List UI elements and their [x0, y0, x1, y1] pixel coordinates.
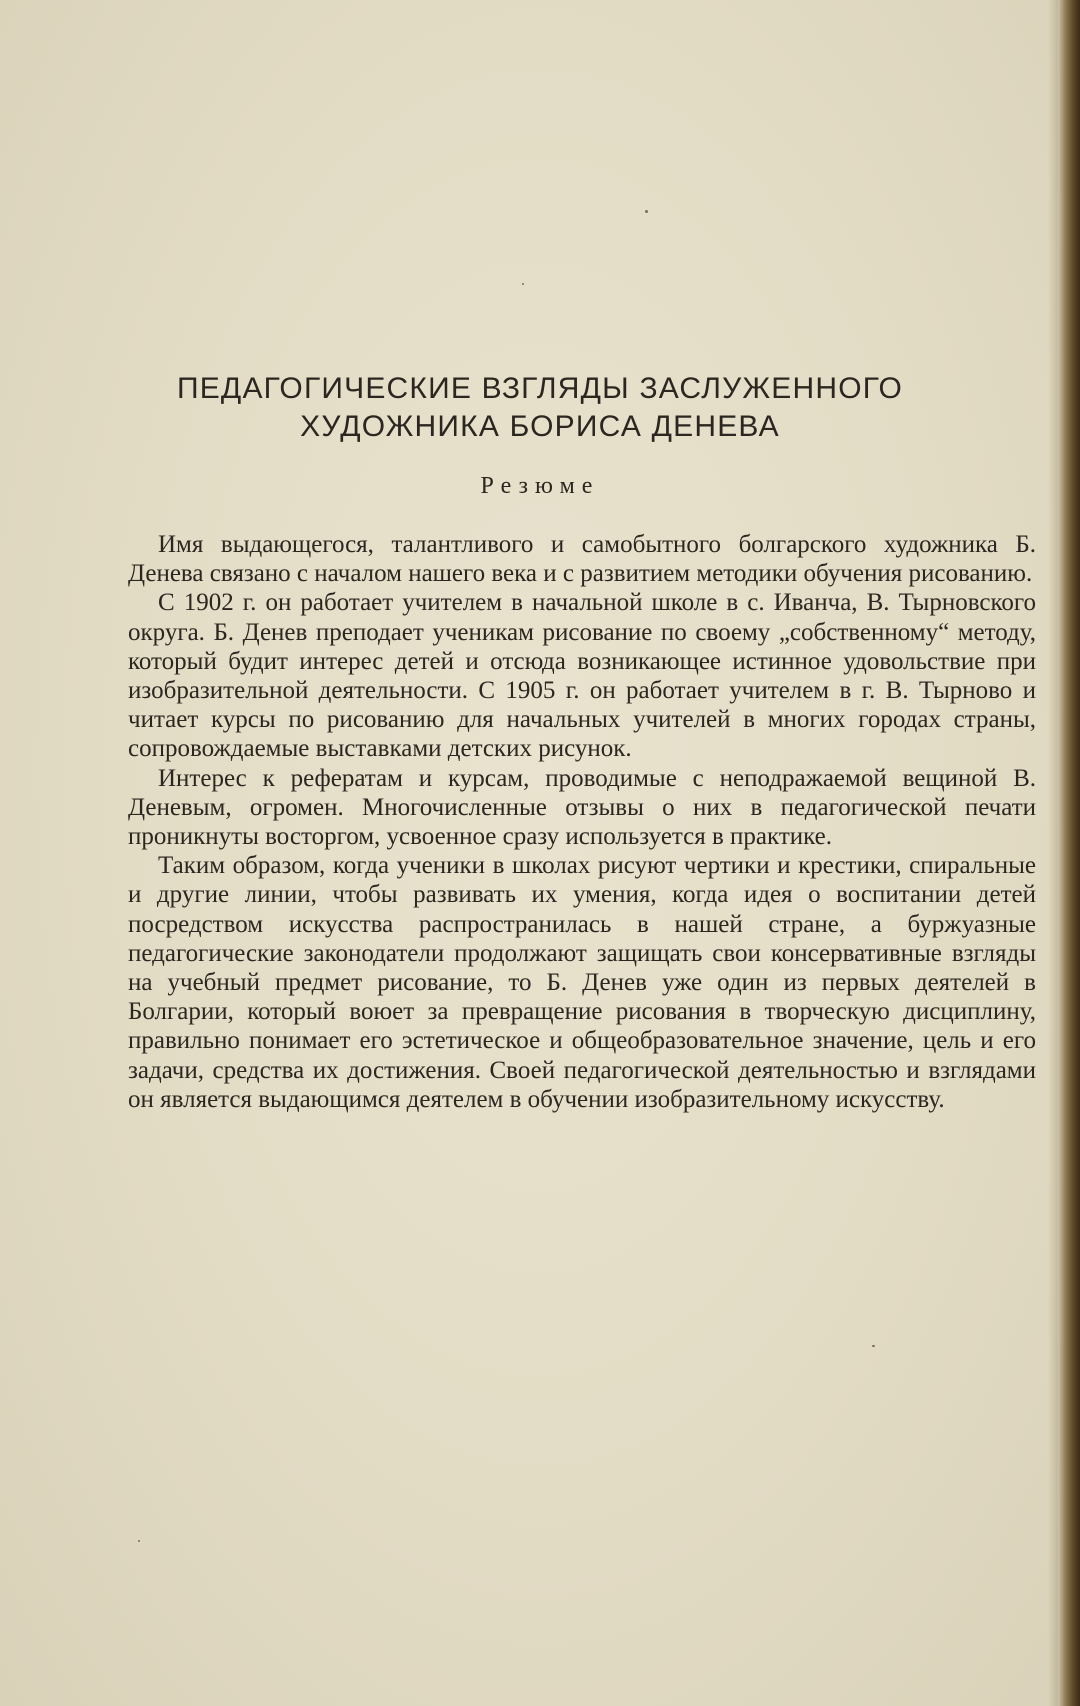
paragraph-3: Интерес к рефератам и курсам, проводимые с неподражаемой вещиной В. Деневым, огромен. Многочисленные отзывы о них в педагогической печати проникнуты восторгом, усвоенное сразу используется в практике. [128, 764, 1036, 851]
book-spine-edge [1058, 0, 1080, 1706]
paper-speck [645, 210, 648, 213]
title-line-1: ПЕДАГОГИЧЕСКИЕ ВЗГЛЯДЫ ЗАСЛУЖЕННОГО [176, 372, 904, 405]
document-title [120, 370, 960, 446]
title-line-2: ХУДОЖНИКА БОРИСА ДЕНЕВА [300, 410, 780, 443]
document-body [128, 530, 1036, 1114]
paper-speck [522, 283, 524, 285]
paper-speck [138, 1540, 140, 1542]
paragraph-4: Таким образом, когда ученики в школах рисуют чертики и крестики, спиральные и другие линии, чтобы развивать их умения, когда идея о воспитании детей посредством искусства распространилась в нашей стране, а буржуазные педагогические законодатели продолжают защищать свои консервативные взгляды на учебный предмет рисование, то Б. Денев уже один из первых деятелей в Болгарии, который воюет за превращение рисования в творческую дисциплину, правильно понимает его эстетическое и общеобразовательное значение, цель и его задачи, средства их достижения. Своей педагогической деятельностью и взглядами он является выдающимся деятелем в обучении изобразительному искусству. [128, 852, 1036, 1113]
paragraph-1: Имя выдающегося, талантливого и самобытного болгарского художника Б. Денева связано с началом нашего века и с развитием методики обучения рисованию. [128, 531, 1036, 588]
paper-speck [872, 1345, 875, 1347]
section-heading: Резюме [480, 473, 600, 499]
page-edge-shadow [1048, 0, 1058, 1706]
paragraph-2: С 1902 г. он работает учителем в начальной школе в с. Иванча, В. Тырновского округа. Б. Денев преподает ученикам рисование по своему „собственному“ методу, который будит интерес детей и отсюда возникающее истинное удовольствие при изобразительной деятельности. С 1905 г. он работает учителем в г. В. Тырново и читает курсы по рисованию для начальных учителей в многих городах страны, сопровождаемые выставками детских рисунок. [128, 589, 1036, 763]
